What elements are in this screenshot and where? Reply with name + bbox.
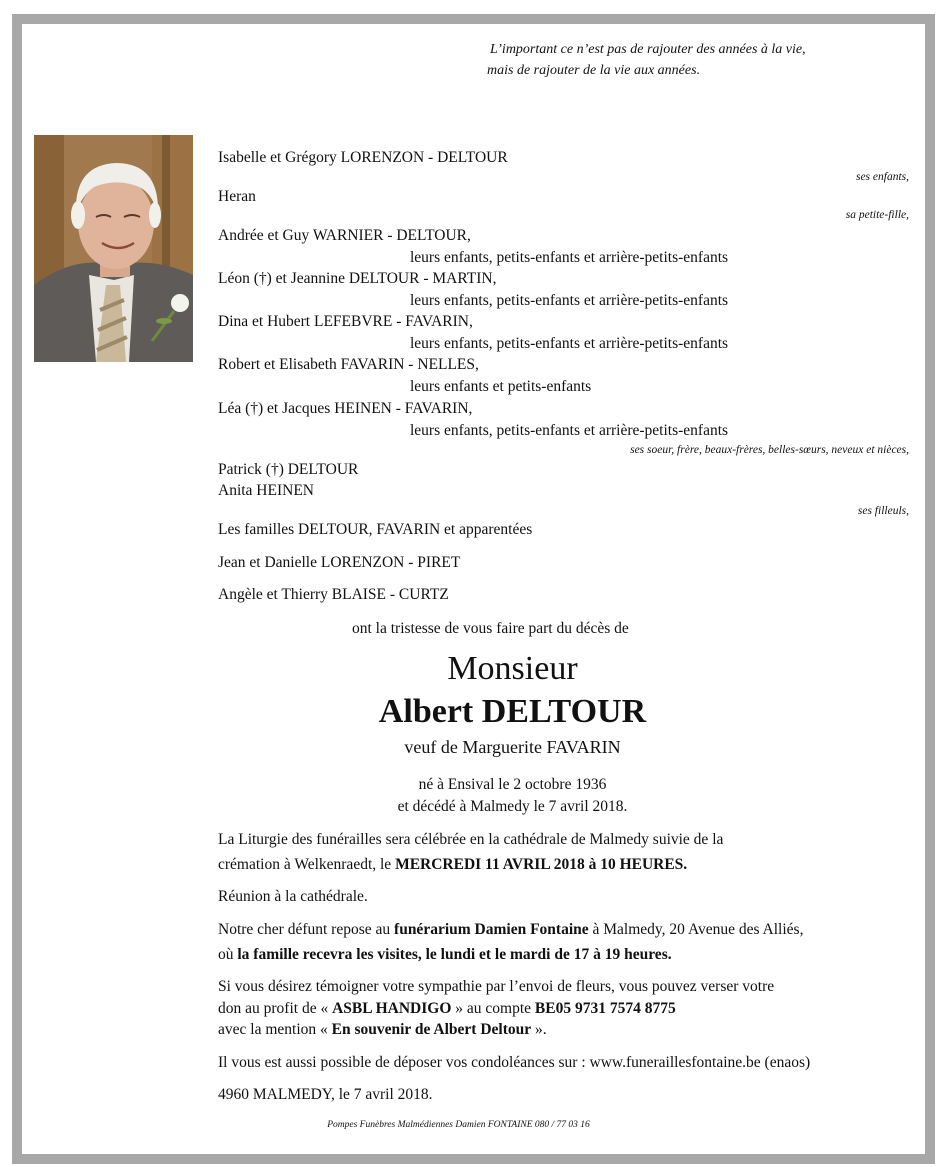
family-line-4: Léon (†) et Jeannine DELTOUR - MARTIN, <box>218 270 497 287</box>
quote-line-1: L’important ce n’est pas de rajouter des années à la vie, <box>490 42 806 57</box>
funerarium-line-2 <box>218 946 672 964</box>
flowers-line-1: Si vous désirez témoigner votre sympathie par l’envoi de fleurs, vous pouvez verser votre <box>218 978 775 995</box>
donation-account: BE05 9731 7574 8775 <box>534 1000 676 1017</box>
family-line-10: Les familles DELTOUR, FAVARIN et apparentées <box>218 521 533 538</box>
flowers-line-3 <box>218 1021 547 1039</box>
family-line-7-desc: leurs enfants, petits-enfants et arrière-petits-enfants <box>410 422 729 439</box>
mention-text: En souvenir de Albert Deltour <box>331 1021 532 1038</box>
family-line-7: Léa (†) et Jacques HEINEN - FAVARIN, <box>218 400 473 417</box>
family-line-12: Angèle et Thierry BLAISE - CURTZ <box>218 586 449 603</box>
deceased-name: Albert DELTOUR <box>378 693 647 730</box>
announce-text: ont la tristesse de vous faire part du décès de <box>352 620 629 637</box>
deceased-widow: veuf de Marguerite FAVARIN <box>404 737 621 757</box>
family-line-1: Isabelle et Grégory LORENZON - DELTOUR <box>218 149 508 166</box>
relation-2: sa petite-fille, <box>845 209 909 221</box>
flowers-line-2 <box>218 1000 676 1018</box>
funerarium-name: funérarium Damien Fontaine <box>394 921 589 938</box>
liturgy-line-1: La Liturgie des funérailles sera célébrée en la cathédrale de Malmedy suivie de la <box>218 831 724 848</box>
funerarium-address: à Malmedy, 20 Avenue des Alliés, <box>588 921 804 938</box>
family-line-5: Dina et Hubert LEFEBVRE - FAVARIN, <box>218 313 473 330</box>
funerarium-text-a: Notre cher défunt repose au <box>218 921 395 938</box>
quote-line-2: mais de rajouter de la vie aux années. <box>487 63 701 78</box>
donation-mid: » au compte <box>451 1000 535 1017</box>
footer-text: Pompes Funèbres Malmédiennes Damien FONTAINE 080 / 77 03 16 <box>327 1120 590 1130</box>
deceased-died: et décédé à Malmedy le 7 avril 2018. <box>397 798 628 815</box>
deceased-title: Monsieur <box>447 650 578 687</box>
visits-text: la famille recevra les visites, le lundi et le mardi de 17 à 19 heures. <box>237 946 672 963</box>
family-line-2: Heran <box>218 188 256 205</box>
family-line-5-desc: leurs enfants, petits-enfants et arrière-petits-enfants <box>410 335 729 352</box>
mention-end: ». <box>531 1021 547 1038</box>
family-line-11: Jean et Danielle LORENZON - PIRET <box>218 554 461 571</box>
visits-prefix: où <box>218 946 238 963</box>
family-line-9: Anita HEINEN <box>218 482 314 499</box>
family-line-6: Robert et Elisabeth FAVARIN - NELLES, <box>218 356 479 373</box>
family-line-8: Patrick (†) DELTOUR <box>218 461 359 478</box>
family-line-3: Andrée et Guy WARNIER - DELTOUR, <box>218 227 471 244</box>
donation-prefix: don au profit de « <box>218 1000 333 1017</box>
donation-org: ASBL HANDIGO <box>332 1000 452 1017</box>
liturgy-text: crémation à Welkenraedt, le <box>218 856 396 873</box>
deceased-born: né à Ensival le 2 octobre 1936 <box>418 776 607 793</box>
family-line-6-desc: leurs enfants et petits-enfants <box>410 378 592 395</box>
funerarium-line-1 <box>218 921 803 939</box>
place-date-line: 4960 MALMEDY, le 7 avril 2018. <box>218 1086 433 1103</box>
condolences-line: Il vous est aussi possible de déposer vos condoléances sur : www.funeraillesfontaine.be (enaos) <box>218 1054 811 1071</box>
family-line-3-desc: leurs enfants, petits-enfants et arrière-petits-enfants <box>410 249 729 266</box>
relation-4: ses filleuls, <box>857 505 909 517</box>
reunion-line: Réunion à la cathédrale. <box>218 888 368 905</box>
relation-3: ses soeur, frère, beaux-frères, belles-sœurs, neveux et nièces, <box>630 444 909 456</box>
liturgy-line-2 <box>218 856 687 874</box>
mention-prefix: avec la mention « <box>218 1021 332 1038</box>
family-line-4-desc: leurs enfants, petits-enfants et arrière-petits-enfants <box>410 292 729 309</box>
ceremony-datetime: MERCREDI 11 AVRIL 2018 à 10 HEURES. <box>395 856 688 873</box>
portrait-photo <box>34 135 193 362</box>
relation-1: ses enfants, <box>855 171 909 183</box>
